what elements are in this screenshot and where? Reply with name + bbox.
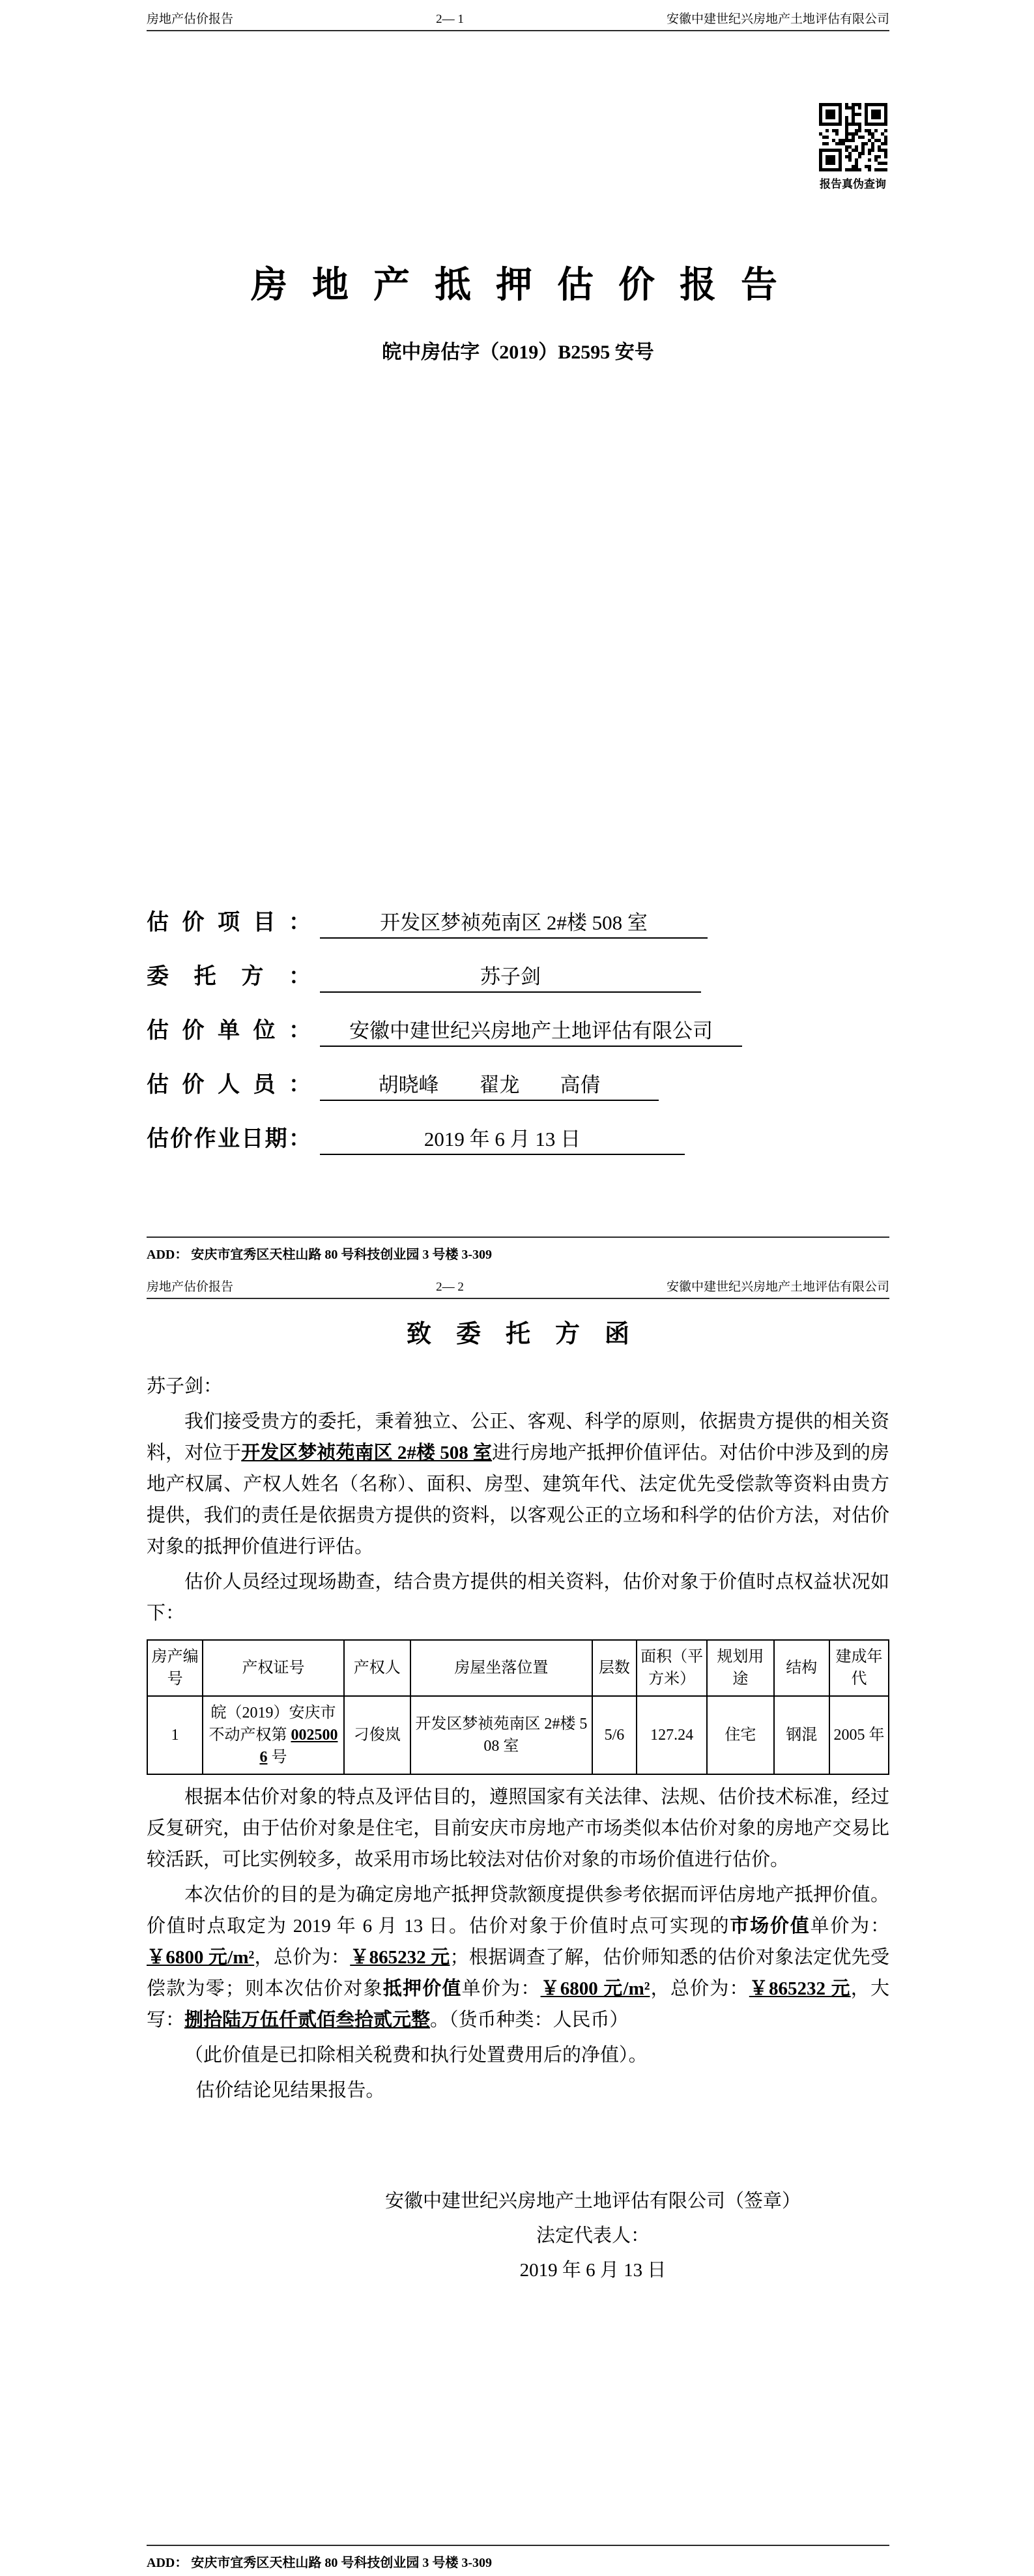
header-doc-title: 房地产估价报告: [147, 1280, 234, 1294]
cell-structure: 钢混: [774, 1696, 829, 1774]
col-header-owner: 产权人: [344, 1640, 410, 1696]
property-table-header-row: [147, 1640, 889, 1696]
page2-header: [147, 1268, 889, 1299]
field-value: 安徽中建世纪兴房地产土地评估有限公司: [320, 1014, 742, 1047]
header-page-number: 2— 2: [436, 1280, 464, 1294]
signature-date: 2019 年 6 月 13 日: [519, 2260, 667, 2281]
report-doc-number: 皖中房估字（2019）B2595 安号: [382, 342, 654, 363]
page2-footer: [147, 2545, 889, 2571]
col-header-certificate-no: 产权证号: [203, 1640, 343, 1696]
field-value: 开发区梦祯苑南区 2#楼 508 室: [320, 906, 708, 939]
qr-block: [816, 103, 889, 191]
col-header-planned-use: 规划用途: [707, 1640, 773, 1696]
field-value: 苏子剑: [320, 960, 701, 993]
letter-paragraph-3: 根据本估价对象的特点及评估目的，遵照国家有关法律、法规、估价技术标准，经过反复研究，由于估价对象是住宅，目前安庆市房地产市场类似本估价对象的房地产交易比较活跃，可比实例较多，故采用市场比较法对估价对象的市场价值进行估价。: [147, 1787, 889, 1870]
field-label: 估价作业日期：: [147, 1127, 311, 1151]
field-client: [147, 958, 889, 991]
col-header-year-built: 建成年代: [829, 1640, 889, 1696]
header-company-name: 安徽中建世纪兴房地产土地评估有限公司: [666, 12, 889, 26]
col-header-area: 面积（平方米）: [637, 1640, 707, 1696]
col-header-property-no: 房产编号: [147, 1640, 203, 1696]
page1-footer: [147, 1237, 889, 1263]
letter-paragraph-6: 估价结论见结果报告。: [195, 2080, 385, 2101]
field-appraisal-agency: [147, 1012, 889, 1046]
field-label: 委托方：: [147, 965, 311, 989]
field-appraisal-project: [147, 904, 889, 937]
cell-planned-use: 住宅: [707, 1696, 773, 1774]
qr-caption: 报告真伪查询: [820, 178, 886, 190]
cell-area: 127.24: [637, 1696, 707, 1774]
signature-legal-representative: 法定代表人：: [536, 2225, 650, 2246]
letter-title: 致 委 托 方 函: [406, 1321, 629, 1348]
col-header-structure: 结构: [774, 1640, 829, 1696]
field-label: 估价项目：: [147, 911, 311, 935]
letter-paragraph-1: 我们接受贵方的委托，秉着独立、公正、客观、科学的原则，依据贵方提供的相关资料，对位于开发区梦祯苑南区 2#楼 508 室进行房地产抵押价值评估。对估价中涉及到的房地产权属、产权人姓名（名称）、面积、房型、建筑年代、法定优先受偿款等资料由贵方提供，我们的责任是依据贵方提供的资料，以客观公正的立场和科学的估价方法，对估价对象的抵押价值进行评估。: [147, 1411, 889, 1557]
letter-page: [0, 1268, 1034, 2576]
cover-page: [0, 0, 1034, 1268]
cell-certificate-no: 皖（2019）安庆市不动产权第 0025006 号: [203, 1696, 343, 1774]
page1-header: [147, 0, 889, 31]
letter-paragraph-4: 本次估价的目的是为确定房地产抵押贷款额度提供参考依据而评估房地产抵押价值。价值时点取定为 2019 年 6 月 13 日。估价对象于价值时点可实现的市场价值单价为：￥6800 元/m²，总价为：￥865232 元；根据调查了解，估价师知悉的估价对象法定优先受偿款为零；则本次估价对象抵押价值单价为：￥6800 元/m²，总价为：￥865232 元，大写：捌拾陆万伍仟贰佰叁拾贰元整。（货币种类：人民币）: [147, 1884, 889, 2030]
field-appraisers: [147, 1066, 889, 1100]
field-label: 估价人员：: [147, 1073, 311, 1097]
cell-year-built: 2005 年: [829, 1696, 889, 1774]
footer-address: ADD： 安庆市宜秀区天柱山路 80 号科技创业园 3 号楼 3-309: [147, 1248, 492, 1262]
property-table: [147, 1639, 889, 1775]
signature-company: 安徽中建世纪兴房地产土地评估有限公司（签章）: [384, 2191, 801, 2212]
cell-owner: 刁俊岚: [344, 1696, 410, 1774]
col-header-location: 房屋坐落位置: [410, 1640, 592, 1696]
report-title: 房 地 产 抵 押 估 价 报 告: [251, 265, 785, 306]
signature-block: [381, 2184, 805, 2288]
footer-address: ADD： 安庆市宜秀区天柱山路 80 号科技创业园 3 号楼 3-309: [147, 2556, 492, 2570]
field-value: 胡晓峰 翟龙 高倩: [320, 1068, 659, 1101]
letter-paragraph-2: 估价人员经过现场勘查，结合贵方提供的相关资料，估价对象于价值时点权益状况如下：: [147, 1572, 889, 1624]
qr-code: [816, 103, 889, 171]
letter-paragraph-5: （此价值是已扣除相关税费和执行处置费用后的净值）。: [184, 2045, 648, 2066]
property-table-row: [147, 1696, 889, 1774]
header-doc-title: 房地产估价报告: [147, 12, 234, 26]
header-company-name: 安徽中建世纪兴房地产土地评估有限公司: [666, 1280, 889, 1294]
col-header-floor: 层数: [592, 1640, 637, 1696]
letter-salutation: 苏子剑：: [147, 1376, 223, 1397]
cell-floor: 5/6: [592, 1696, 637, 1774]
field-value: 2019 年 6 月 13 日: [320, 1122, 685, 1155]
cell-location: 开发区梦祯苑南区 2#楼 508 室: [410, 1696, 592, 1774]
cell-property-no: 1: [147, 1696, 203, 1774]
field-label: 估价单位：: [147, 1019, 311, 1043]
header-page-number: 2— 1: [436, 12, 464, 26]
cover-fields: [147, 904, 889, 1154]
field-appraisal-date: [147, 1120, 889, 1154]
